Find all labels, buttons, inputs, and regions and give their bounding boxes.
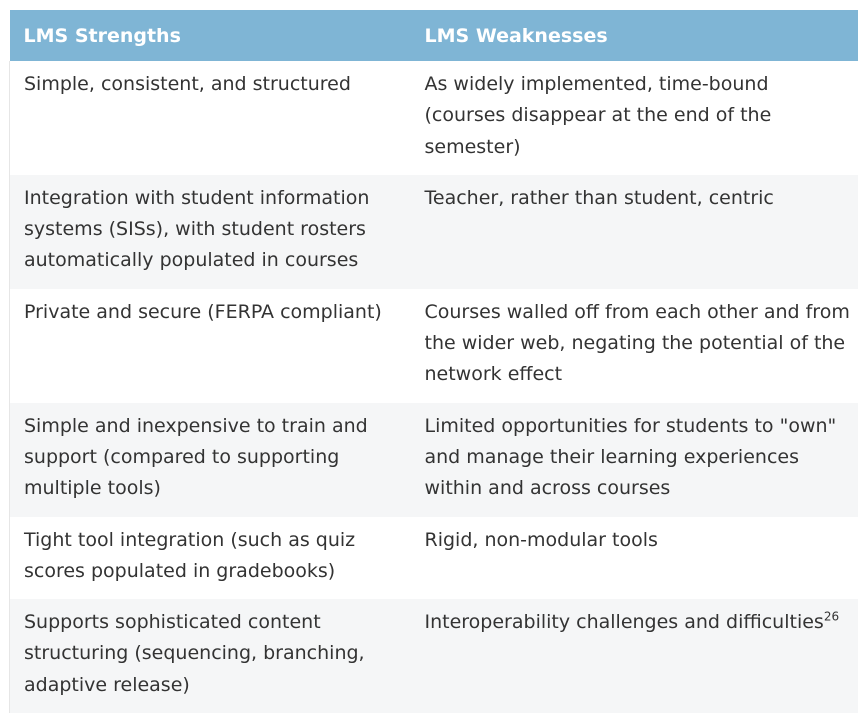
weakness-cell: As widely implemented, time-bound (courses disappear at the end of the semester)	[411, 61, 858, 175]
strength-cell: Integration with student information systems (SISs), with student rosters automatically populated in courses	[10, 175, 411, 289]
weakness-text: Interoperability challenges and difficulties	[424, 611, 824, 634]
table-row	[10, 517, 858, 600]
strength-cell: Supports sophisticated content structuring (sequencing, branching, adaptive release)	[10, 599, 411, 713]
footnote-reference[interactable]: 26	[823, 609, 840, 624]
table-row	[10, 599, 858, 713]
strength-cell: Private and secure (FERPA compliant)	[10, 289, 411, 403]
header-weaknesses: LMS Weaknesses	[411, 10, 858, 61]
table-row	[10, 289, 858, 403]
table-row	[10, 403, 858, 517]
weakness-cell: Limited opportunities for students to "own" and manage their learning experiences within and across courses	[411, 403, 858, 517]
header-strengths: LMS Strengths	[10, 10, 411, 61]
weakness-cell: Courses walled off from each other and from the wider web, negating the potential of the network effect	[411, 289, 858, 403]
strength-cell: Simple, consistent, and structured	[10, 61, 411, 175]
table-row	[10, 61, 858, 175]
weakness-cell: Rigid, non-modular tools	[411, 517, 858, 600]
strength-cell: Simple and inexpensive to train and support (compared to supporting multiple tools)	[10, 403, 411, 517]
weakness-cell	[411, 599, 858, 713]
lms-comparison-table	[9, 10, 858, 713]
table-header-row	[10, 10, 858, 61]
weakness-cell: Teacher, rather than student, centric	[411, 175, 858, 289]
table-row	[10, 175, 858, 289]
strength-cell: Tight tool integration (such as quiz scores populated in gradebooks)	[10, 517, 411, 600]
